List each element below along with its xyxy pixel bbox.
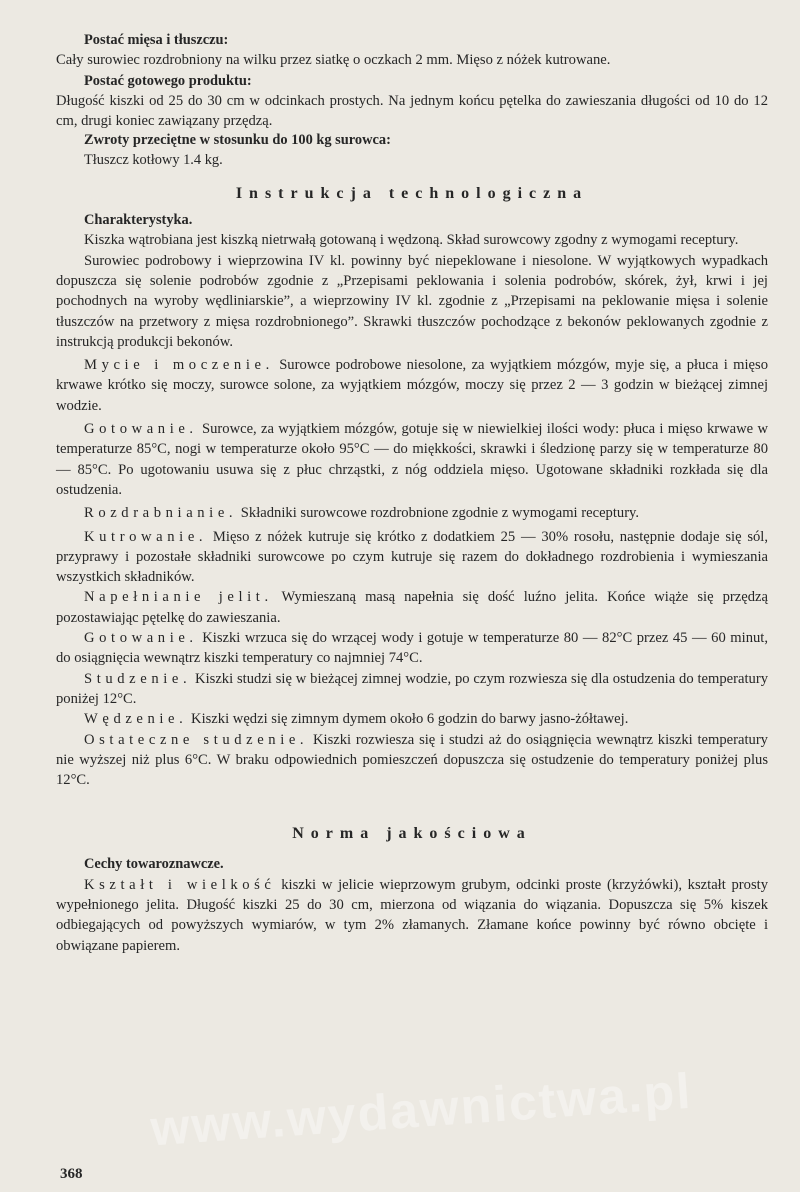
- paragraph-grinding: Rozdrabnianie. Składniki surowcowe rozdrobnione zgodnie z wymogami receptury.: [84, 505, 640, 522]
- label-yields: Zwroty przeciętne w stosunku do 100 kg surowca:: [84, 132, 391, 149]
- step-label: Napełnianie jelit.: [84, 589, 273, 606]
- step-label: Kształt i wielkość: [84, 876, 276, 893]
- paragraph-final-cooling: Ostateczne studzenie. Kiszki rozwiesza się i studzi aż do osiągnięcia wewnątrz kiszki temperatury nie wyższej niż plus 6°C. W braku odpowiednich pomieszczeń dopuszcza się ostudzenie do temperatury poniżej plus 12°C.: [56, 731, 768, 789]
- paragraph-characteristics-1: Kiszka wątrobiana jest kiszką nietrwałą gotowaną i wędzoną. Skład surowcowy zgodny z wymogami receptury.: [84, 232, 739, 249]
- meat-form-text: Cały surowiec rozdrobniony na wilku przez siatkę o oczkach 2 mm. Mięso z nóżek kutrowane.: [56, 52, 611, 69]
- step-label: Rozdrabnianie.: [84, 505, 238, 522]
- step-label: Wędzenie.: [84, 711, 188, 728]
- step-label: Ostateczne studzenie.: [84, 731, 309, 748]
- paragraph-smoking: Wędzenie. Kiszki wędzi się zimnym dymem około 6 godzin do barwy jasno-żółtawej.: [84, 711, 629, 728]
- watermark: www.wydawnictwa.pl: [148, 1062, 694, 1157]
- subheading-characteristics: Charakterystyka.: [84, 212, 193, 229]
- text-column: [56, 30, 768, 956]
- step-label: Gotowanie.: [84, 630, 198, 647]
- paragraph-cutting: Kutrowanie. Mięso z nóżek kutruje się krótko z dodatkiem 25 — 30% rosołu, następnie dodaje się sól, przyprawy i pozostałe składniki surowcowe po czym kutruje się razem do dokładnego rozdrobienia i wymieszania wszystkich składników.: [56, 528, 768, 586]
- step-label: Mycie i moczenie.: [84, 357, 274, 374]
- page-number: 368: [60, 1166, 83, 1182]
- paragraph-cooking: Gotowanie. Surowce, za wyjątkiem mózgów, gotuje się w niewielkiej ilości wody: płuca i mięso krwawe w temperaturze 85°C, nogi w temperaturze około 95°C — do miękkości, skrawki i śledzionę parzy się w temperaturze 80 — 85°C. Po ugotowaniu usuwa się z płuc chrząstki, z nóg oddziela mięso. Ugotowane składniki rozkłada się dla ostudzenia.: [56, 421, 768, 498]
- subheading-commodity-features: Cechy towaroznawcze.: [84, 856, 224, 873]
- paragraph-cooling: Studzenie. Kiszki studzi się w bieżącej zimnej wodzie, po czym rozwiesza się dla ostudzenia do temperatury poniżej 12°C.: [56, 670, 768, 707]
- yields-text: Tłuszcz kotłowy 1.4 kg.: [84, 151, 223, 168]
- label-product-form: Postać gotowego produktu:: [84, 72, 252, 89]
- heading-technological-instruction: Instrukcja technologiczna: [235, 185, 589, 203]
- product-form-text: Długość kiszki od 25 do 30 cm w odcinkach prostych. Na jednym końcu pętelka do zawieszania długości od 10 do 12 cm, drugi koniec zawiązany przędzą.: [56, 92, 768, 130]
- paragraph-shape-size: Kształt i wielkość kiszki w jelicie wieprzowym grubym, odcinki proste (krzyżówki), kształt prosty wypełnionego jelita. Długość kiszki 25 do 30 cm, mierzona od wiązania do wiązania. Dopuszcza się 5% kiszek odbiegających od powyższych wymiarów, w tym 2% złamanych. Złamane końce powinny być równo obcięte i obwiązane papierem.: [56, 876, 768, 954]
- step-label: Kutrowanie.: [84, 528, 208, 545]
- paragraph-boiling: Gotowanie. Kiszki wrzuca się do wrzącej wody i gotuje w temperaturze 80 — 82°C przez 45 — 60 minut, do osiągnięcia wewnątrz kiszki temperatury co najmniej 74°C.: [56, 630, 768, 667]
- label-meat-form: Postać mięsa i tłuszczu:: [84, 32, 229, 48]
- step-label: Studzenie.: [84, 670, 192, 687]
- step-label: Gotowanie.: [84, 421, 198, 438]
- heading-quality-norm: Norma jakościowa: [292, 825, 532, 843]
- paragraph-filling: Napełnianie jelit. Wymieszaną masą napełnia się dość luźno jelita. Końce wiąże się przędzą pozostawiając pętelkę do zawieszania.: [56, 589, 768, 626]
- paragraph-characteristics-2: Surowiec podrobowy i wieprzowina IV kl. powinny być niepeklowane i niesolone. W wyjątkowych wypadkach dopuszcza się solenie podrobów zgodnie z „Przepisami peklowania i solenia podrobów, skórek, żył, krwi i jej pochodnych na wyroby wędliniarskie”, a wieprzowiny IV kl. zgodnie z „Przepisami na peklowanie mięsa i solenie tłuszczów na przetwory z mięsa rozdrobnionego”. Skrawki tłuszczów pochodzące z bekonów peklowanych zgodnie z instrukcją produkcji bekonów.: [56, 252, 768, 350]
- paragraph-washing: Mycie i moczenie. Surowce podrobowe niesolone, za wyjątkiem mózgów, myje się, a płuca i mięso krwawe krótko się moczy, surowce solone, za wyjątkiem mózgów, moczy się przez 2 — 3 godzin w bieżącej zimnej wodzie.: [56, 357, 768, 414]
